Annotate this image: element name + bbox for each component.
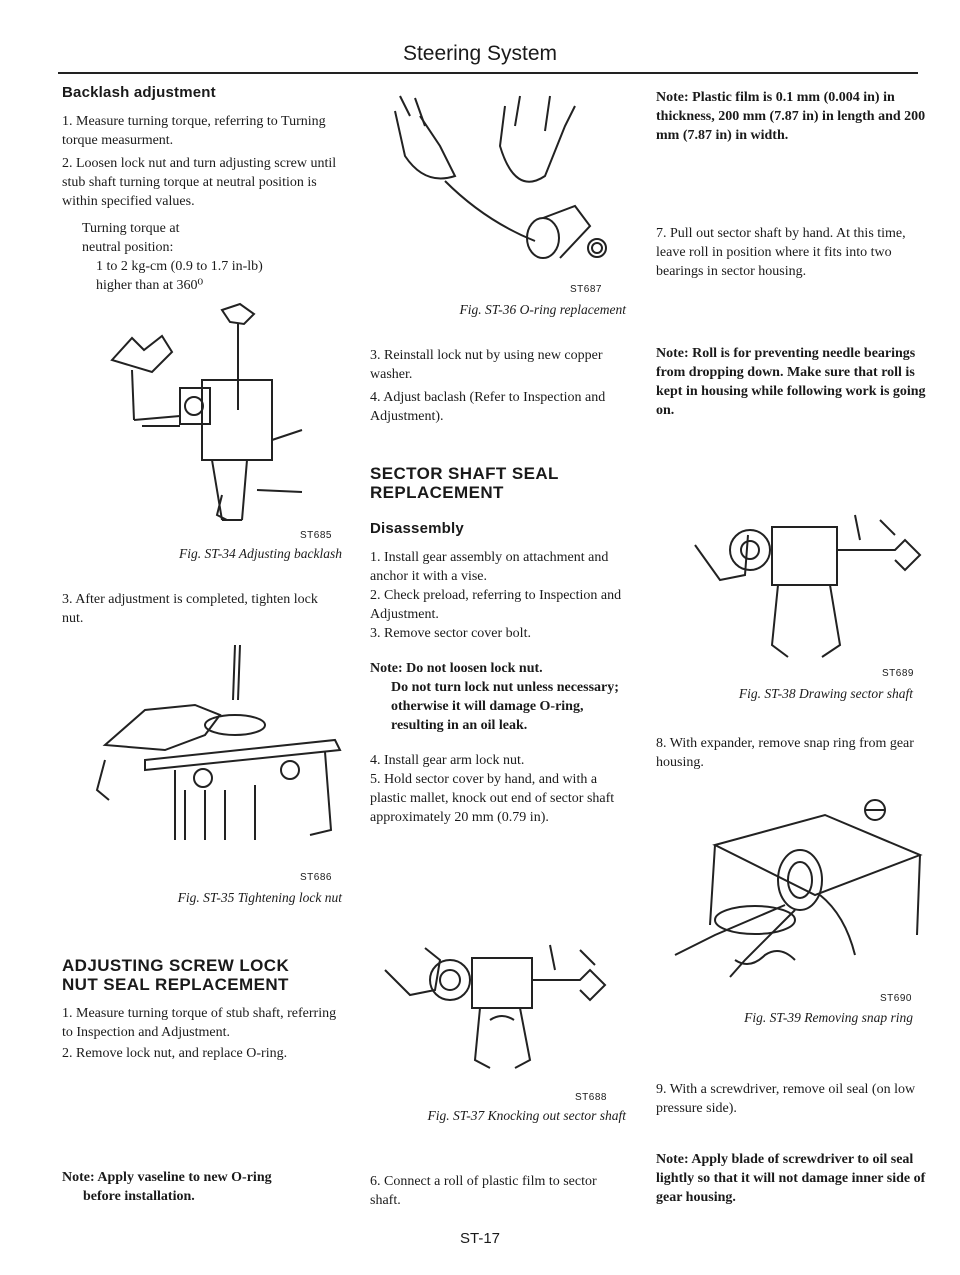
fig38-caption: Fig. ST-38 Drawing sector shaft — [738, 686, 913, 701]
right-step9-block — [656, 1080, 926, 1118]
adjusting-screw-heading-line-2: NUT SEAL REPLACEMENT — [62, 975, 289, 994]
left-adjusting-screw-section — [62, 956, 342, 1063]
disassembly-step-5: 5. Hold sector cover by hand, and with a plastic mallet, knock out end of sector shaft approximately 20 mm (0.79 in). — [370, 772, 615, 825]
fig39-caption: Fig. ST-39 Removing snap ring — [744, 1010, 913, 1025]
note-plastic-film — [656, 88, 926, 145]
fig36-code: ST687 — [570, 284, 602, 295]
torque-spec-line-4: higher than at 360⁰ — [96, 278, 204, 293]
note-vaseline — [62, 1168, 347, 1206]
right-step8-block — [656, 734, 926, 772]
note-vaseline-line-2: before installation. — [83, 1189, 195, 1204]
adjusting-screw-step-2: 2. Remove lock nut, and replace O-ring. — [62, 1046, 288, 1061]
fig36-caption: Fig. ST-36 O-ring replacement — [459, 302, 626, 317]
figure-st36-oring-replacement — [365, 86, 620, 276]
page-header-title: Steering System — [402, 42, 558, 65]
sector-seal-heading-line-2: REPLACEMENT — [370, 483, 504, 502]
reinstall-step-3: 3. Reinstall lock nut by using new copper washer. — [370, 348, 603, 382]
sector-seal-heading-line-1: SECTOR SHAFT SEAL — [370, 464, 559, 483]
note-plastic-film-text: Note: Plastic film is 0.1 mm (0.004 in) in thickness, 200 mm (7.87 in) in length and 200 mm (7.87 in) in width. — [656, 90, 926, 143]
adjusting-screw-heading-line-1: ADJUSTING SCREW LOCK — [62, 956, 290, 975]
torque-spec-line-1: Turning torque at — [82, 221, 180, 236]
adjusting-backlash-illustration — [72, 300, 342, 525]
figure-st35-tightening-lock-nut — [85, 640, 345, 850]
figure-st39-removing-snap-ring — [655, 785, 925, 980]
tightening-lock-nut-illustration — [85, 640, 345, 850]
fig37-caption: Fig. ST-37 Knocking out sector shaft — [427, 1108, 626, 1123]
header-rule — [58, 72, 918, 74]
fig34-code: ST685 — [300, 530, 332, 541]
disassembly-step-6: 6. Connect a roll of plastic film to sector shaft. — [370, 1174, 597, 1208]
backlash-step-3: 3. After adjustment is completed, tighten lock nut. — [62, 592, 318, 626]
middle-step6-block — [370, 1172, 626, 1210]
note-lock-nut — [370, 659, 626, 735]
backlash-step-2: 2. Loosen lock nut and turn adjusting screw until stub shaft turning torque at neutral position is within specified values. — [62, 156, 337, 209]
adjusting-screw-step-1: 1. Measure turning torque of stub shaft, referring to Inspection and Adjustment. — [62, 1006, 337, 1040]
torque-spec-line-2: neutral position: — [82, 240, 174, 255]
page-number: ST-17 — [459, 1230, 501, 1247]
disassembly-step-4: 4. Install gear arm lock nut. — [370, 753, 525, 768]
backlash-step-1: 1. Measure turning torque, referring to Turning torque measurment. — [62, 114, 326, 148]
oring-replacement-illustration — [365, 86, 620, 276]
torque-spec — [62, 219, 342, 295]
fig35-caption: Fig. ST-35 Tightening lock nut — [177, 890, 342, 905]
drawing-sector-shaft-illustration — [690, 505, 930, 670]
figure-st38-drawing-sector-shaft — [690, 505, 930, 670]
right-step7-block — [656, 224, 926, 281]
fig39-code: ST690 — [880, 993, 912, 1004]
middle-reinstall-block — [370, 346, 626, 827]
note-vaseline-line-1: Note: Apply vaseline to new O-ring — [62, 1170, 272, 1185]
note-lock-nut-line-2: Do not turn lock nut unless necessary; otherwise it will damage O-ring, resulting in an oil leak. — [391, 680, 619, 733]
figure-st34-adjusting-backlash — [72, 300, 342, 525]
left-column — [62, 84, 342, 295]
fig37-code: ST688 — [575, 1092, 607, 1103]
disassembly-step-8: 8. With expander, remove snap ring from gear housing. — [656, 736, 914, 770]
knocking-out-sector-shaft-illustration — [380, 940, 620, 1070]
note-screwdriver-text: Note: Apply blade of screwdriver to oil seal lightly so that it will not damage inner side of gear housing. — [656, 1152, 926, 1205]
removing-snap-ring-illustration — [655, 785, 925, 980]
fig34-caption: Fig. ST-34 Adjusting backlash — [179, 546, 342, 561]
reinstall-step-4: 4. Adjust baclash (Refer to Inspection and Adjustment). — [370, 390, 606, 424]
note-roll-text: Note: Roll is for preventing needle bearings from dropping down. Make sure that roll is kept in housing while following work is going on. — [656, 346, 926, 418]
note-roll — [656, 344, 926, 420]
disassembly-step-9: 9. With a screwdriver, remove oil seal (on low pressure side). — [656, 1082, 916, 1116]
torque-spec-line-3: 1 to 2 kg-cm (0.9 to 1.7 in-lb) — [96, 259, 263, 274]
backlash-adjustment-heading: Backlash adjustment — [62, 84, 216, 101]
disassembly-step-2: 2. Check preload, referring to Inspection and Adjustment. — [370, 588, 622, 622]
disassembly-step-7: 7. Pull out sector shaft by hand. At this time, leave roll in position where it fits into two bearings in sector housing. — [656, 226, 906, 279]
fig35-code: ST686 — [300, 872, 332, 883]
note-screwdriver — [656, 1150, 926, 1207]
figure-st37-knocking-out-sector-shaft — [380, 940, 620, 1070]
disassembly-step-1: 1. Install gear assembly on attachment and anchor it with a vise. — [370, 550, 609, 584]
disassembly-step-3: 3. Remove sector cover bolt. — [370, 626, 531, 641]
disassembly-heading: Disassembly — [370, 520, 464, 537]
fig38-code: ST689 — [882, 668, 914, 679]
note-lock-nut-line-1: Note: Do not loosen lock nut. — [370, 661, 543, 676]
left-step3-block — [62, 590, 342, 628]
